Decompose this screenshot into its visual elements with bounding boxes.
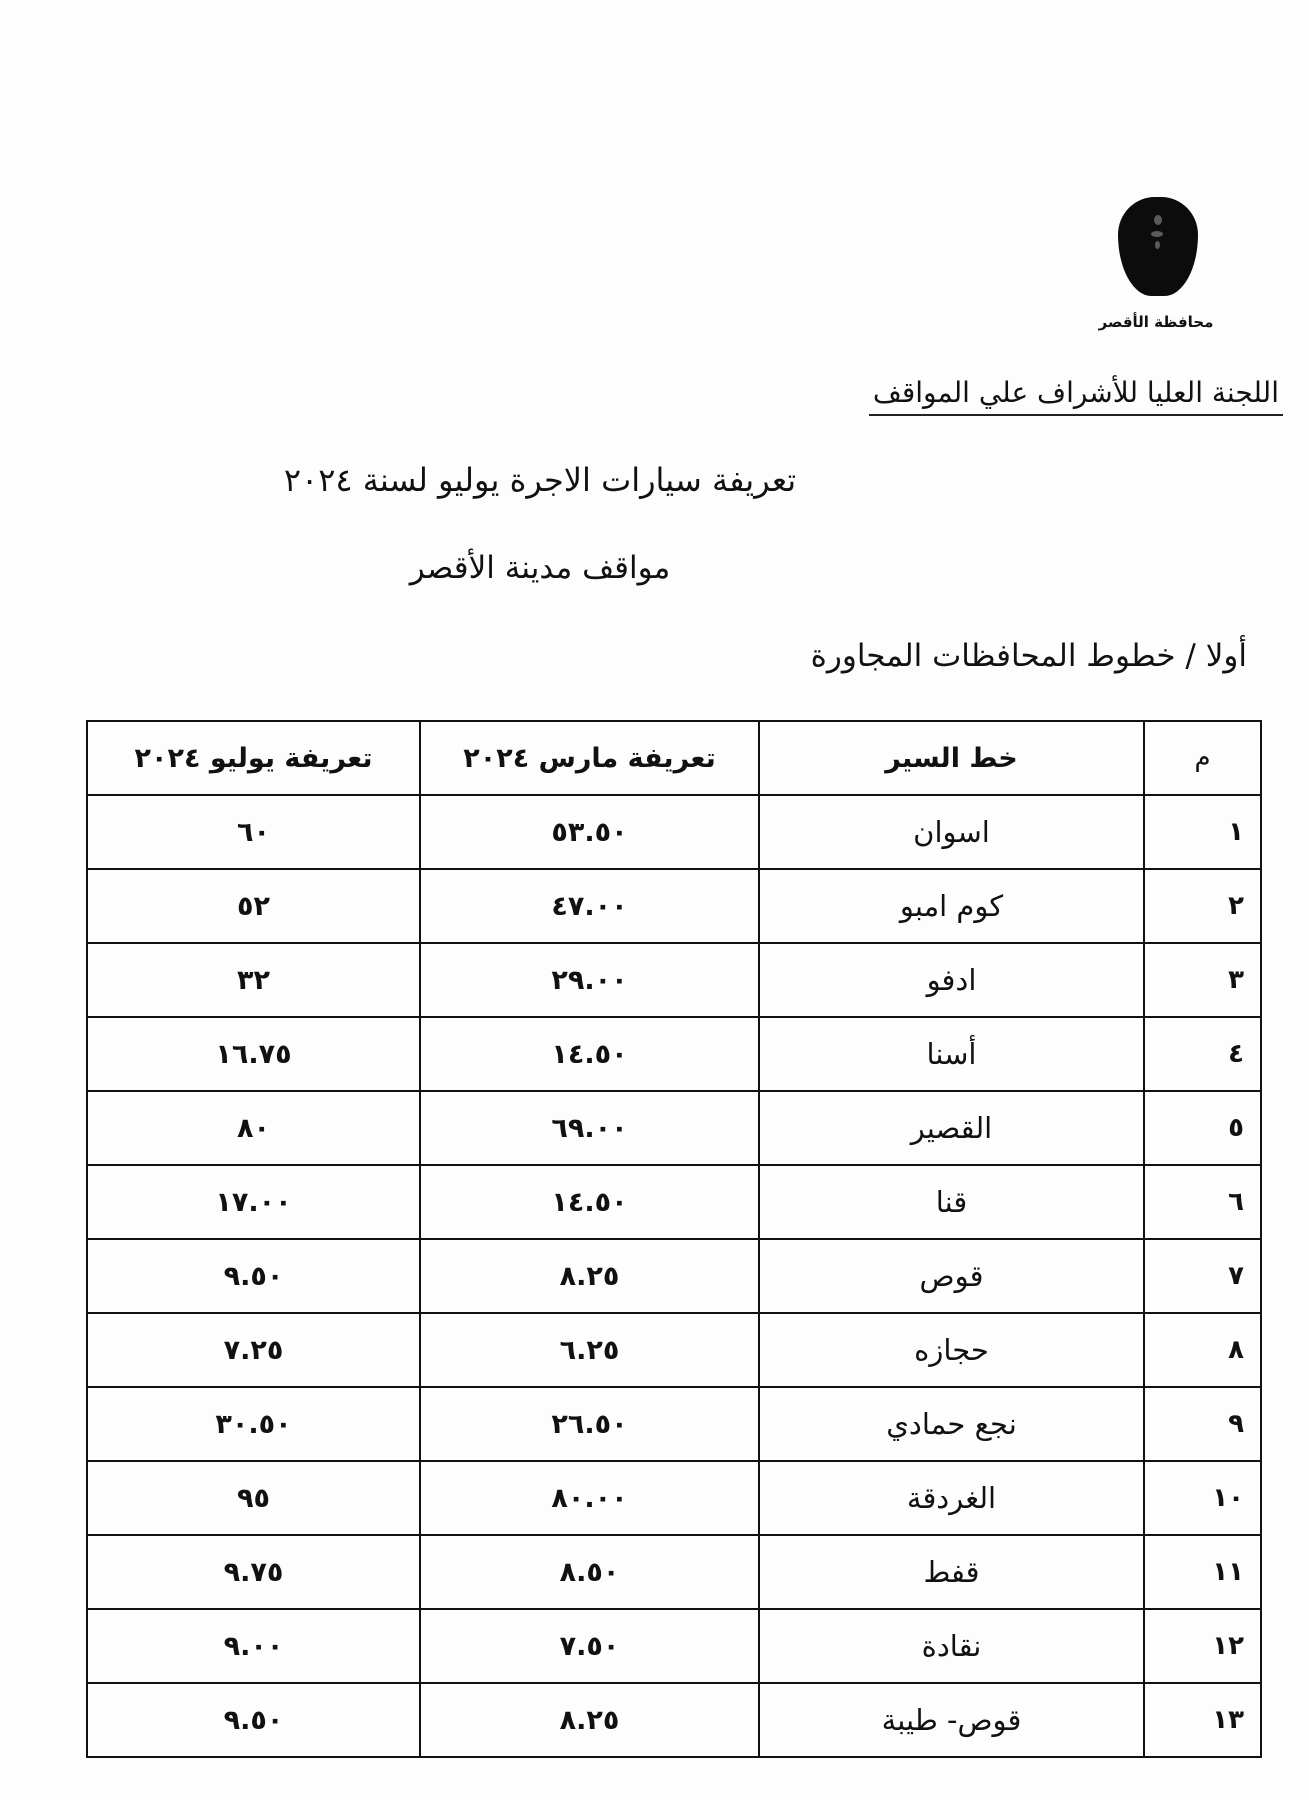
- cell-july-fare: ٦٠: [87, 795, 420, 869]
- cell-index: ٦: [1144, 1165, 1261, 1239]
- cell-route: اسوان: [759, 795, 1144, 869]
- cell-july-fare: ١٧.٠٠: [87, 1165, 420, 1239]
- table-row: [87, 1017, 1261, 1091]
- cell-route: قفط: [759, 1535, 1144, 1609]
- cell-march-fare: ٨.٢٥: [420, 1683, 759, 1757]
- cell-index: ٩: [1144, 1387, 1261, 1461]
- document-subtitle: مواقف مدينة الأقصر: [409, 550, 671, 586]
- cell-july-fare: ٣٠.٥٠: [87, 1387, 420, 1461]
- emblem-detail: [1155, 241, 1160, 249]
- cell-index: ١٣: [1144, 1683, 1261, 1757]
- table-row: [87, 1609, 1261, 1683]
- cell-route: ادفو: [759, 943, 1144, 1017]
- cell-index: ٥: [1144, 1091, 1261, 1165]
- emblem-detail: [1154, 215, 1162, 225]
- table-row: [87, 1683, 1261, 1757]
- governorate-emblem-icon: [1118, 197, 1198, 296]
- cell-july-fare: ٨٠: [87, 1091, 420, 1165]
- header-index: م: [1144, 721, 1261, 795]
- cell-route: نقادة: [759, 1609, 1144, 1683]
- header-march-fare: تعريفة مارس ٢٠٢٤: [420, 721, 759, 795]
- table-header-row: [87, 721, 1261, 795]
- cell-march-fare: ٧.٥٠: [420, 1609, 759, 1683]
- table-row: [87, 795, 1261, 869]
- document-title: تعريفة سيارات الاجرة يوليو لسنة ٢٠٢٤: [283, 461, 797, 499]
- cell-march-fare: ١٤.٥٠: [420, 1165, 759, 1239]
- cell-march-fare: ٤٧.٠٠: [420, 869, 759, 943]
- cell-march-fare: ١٤.٥٠: [420, 1017, 759, 1091]
- table-row: [87, 943, 1261, 1017]
- fare-table: [86, 720, 1262, 1758]
- cell-july-fare: ١٦.٧٥: [87, 1017, 420, 1091]
- cell-july-fare: ٩.٠٠: [87, 1609, 420, 1683]
- cell-july-fare: ٩٥: [87, 1461, 420, 1535]
- cell-route: قوص: [759, 1239, 1144, 1313]
- cell-march-fare: ٦٩.٠٠: [420, 1091, 759, 1165]
- cell-march-fare: ٦.٢٥: [420, 1313, 759, 1387]
- cell-july-fare: ٩.٧٥: [87, 1535, 420, 1609]
- cell-july-fare: ٩.٥٠: [87, 1683, 420, 1757]
- table-row: [87, 1091, 1261, 1165]
- cell-july-fare: ٥٢: [87, 869, 420, 943]
- cell-route: نجع حمادي: [759, 1387, 1144, 1461]
- fare-table-body: [87, 795, 1261, 1757]
- logo-text: محافظة الأقصر: [1098, 313, 1214, 331]
- cell-route: الغردقة: [759, 1461, 1144, 1535]
- cell-index: ١٢: [1144, 1609, 1261, 1683]
- cell-july-fare: ٣٢: [87, 943, 420, 1017]
- cell-index: ٢: [1144, 869, 1261, 943]
- table-row: [87, 1535, 1261, 1609]
- table-row: [87, 1313, 1261, 1387]
- table-row: [87, 1239, 1261, 1313]
- header-july-fare: تعريفة يوليو ٢٠٢٤: [87, 721, 420, 795]
- table-row: [87, 869, 1261, 943]
- table-row: [87, 1387, 1261, 1461]
- cell-route: حجازه: [759, 1313, 1144, 1387]
- cell-march-fare: ٨٠.٠٠: [420, 1461, 759, 1535]
- cell-index: ١١: [1144, 1535, 1261, 1609]
- cell-march-fare: ٨.٥٠: [420, 1535, 759, 1609]
- committee-heading: اللجنة العليا للأشراف علي المواقف: [869, 374, 1283, 416]
- cell-route: أسنا: [759, 1017, 1144, 1091]
- cell-july-fare: ٧.٢٥: [87, 1313, 420, 1387]
- emblem-detail: [1151, 231, 1163, 237]
- cell-index: ١٠: [1144, 1461, 1261, 1535]
- cell-route: قوص- طيبة: [759, 1683, 1144, 1757]
- cell-route: القصير: [759, 1091, 1144, 1165]
- cell-index: ١: [1144, 795, 1261, 869]
- cell-index: ٣: [1144, 943, 1261, 1017]
- cell-index: ٧: [1144, 1239, 1261, 1313]
- cell-march-fare: ٥٣.٥٠: [420, 795, 759, 869]
- table-row: [87, 1165, 1261, 1239]
- cell-route: كوم امبو: [759, 869, 1144, 943]
- cell-july-fare: ٩.٥٠: [87, 1239, 420, 1313]
- cell-index: ٤: [1144, 1017, 1261, 1091]
- cell-march-fare: ٢٩.٠٠: [420, 943, 759, 1017]
- cell-route: قنا: [759, 1165, 1144, 1239]
- cell-march-fare: ٢٦.٥٠: [420, 1387, 759, 1461]
- header-route: خط السير: [759, 721, 1144, 795]
- section-heading: أولا / خطوط المحافظات المجاورة: [810, 638, 1247, 674]
- cell-march-fare: ٨.٢٥: [420, 1239, 759, 1313]
- cell-index: ٨: [1144, 1313, 1261, 1387]
- table-row: [87, 1461, 1261, 1535]
